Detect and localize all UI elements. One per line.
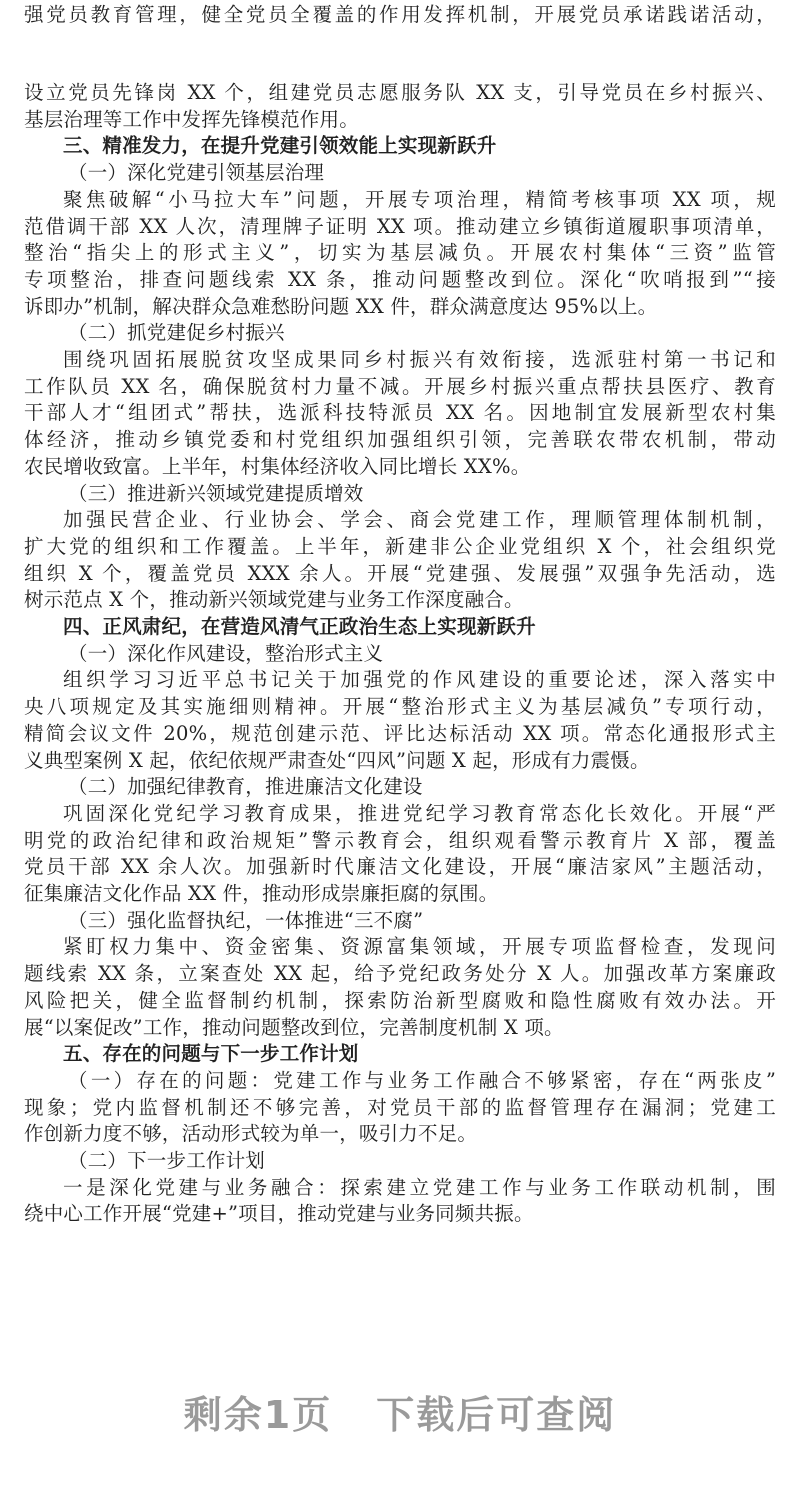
paragraph-line: 树示范点 X 个，推动新兴领域党建与业务工作深度融合。 [24,588,524,612]
section-heading: 三、精准发力，在提升党建引领效能上实现新跃升 [63,134,497,158]
paragraph-line: 明党的政治纪律和政治规矩”警示教育会，组织观看警示教育片 X 部，覆盖 [24,828,776,852]
paragraph-line: 农民增收致富。上半年，村集体经济收入同比增长 XX%。 [24,454,531,478]
subsection-heading: （一）深化作风建设，整治形式主义 [68,641,384,665]
paragraph-line: 一是深化党建与业务融合：探索建立党建工作与业务工作联动机制，围 [63,1175,776,1199]
subsection-heading: （三）推进新兴领域党建提质增效 [68,481,364,505]
paragraph-line: 组织学习习近平总书记关于加强党的作风建设的重要论述，深入落实中 [63,668,776,692]
paragraph-line: 干部人才“组团式”帮扶，选派科技特派员 XX 名。因地制宜发展新型农村集 [24,401,776,425]
section-heading: 五、存在的问题与下一步工作计划 [63,1042,359,1066]
paragraph-line: 专项整治，排查问题线索 XX 条，推动问题整改到位。深化“吹哨报到”“接 [24,267,776,291]
paragraph-line: 整治“指尖上的形式主义”，切实为基层减负。开展农村集体“三资”监管 [24,241,776,265]
subsection-heading: （二）下一步工作计划 [68,1149,266,1172]
paragraph-line: 诉即办”机制，解决群众急难愁盼问题 XX 件，群众满意度达 95%以上。 [24,294,658,318]
paragraph-line: 围绕巩固拓展脱贫攻坚成果同乡村振兴有效衔接，选派驻村第一书记和 [63,348,776,371]
paragraph-line: 紧盯权力集中、资金密集、资源富集领域，开展专项监督检查，发现问 [63,935,776,959]
subsection-heading: （一）存在的问题：党建工作与业务工作融合不够紧密，存在“两张皮” [68,1068,776,1092]
subsection-heading: （二）加强纪律教育，推进廉洁文化建设 [68,775,423,799]
paragraph-line: 央八项规定及其实施细则精神。开展“整治形式主义为基层减负”专项行动， [24,695,776,719]
paragraph-line: 精简会议文件 20%，规范创建示范、评比达标活动 XX 项。常态化通报形式主 [24,721,776,745]
download-to-view-text: 下载后可查阅 [376,1393,617,1437]
paragraph-line: 基层治理等工作中发挥先锋模范作用。 [24,107,359,131]
paragraph-line: 党员干部 XX 余人次。加强新时代廉洁文化建设，开展“廉洁家风”主题活动， [24,855,776,879]
paragraph-line: 聚焦破解“小马拉大车”问题，开展专项治理，精简考核事项 XX 项，规 [63,187,776,211]
paragraph-line: 绕中心工作开展“党建+”项目，推动党建与业务同频共振。 [24,1202,534,1226]
paragraph-line: 组织 X 个，覆盖党员 XXX 余人。开展“党建强、发展强”双强争先活动，选 [24,561,776,585]
paragraph-line: 工作队员 XX 名，确保脱贫村力量不减。开展乡村振兴重点帮扶县医疗、教育 [24,374,776,398]
paragraph-line: 作创新力度不够，活动形式较为单一，吸引力不足。 [24,1122,478,1146]
paragraph-line: 现象；党内监督机制还不够完善，对党员干部的监督管理存在漏洞；党建工 [24,1095,776,1119]
paragraph-line: 体经济，推动乡镇党委和村党组织加强组织引领，完善联农带农机制，带动 [24,428,776,452]
subsection-heading: （三）强化监督执纪，一体推进“三不腐” [68,908,424,932]
remaining-pages-banner[interactable] [0,1384,800,1439]
paragraph-line: 义典型案例 X 起，依纪依规严肃查处“四风”问题 X 起，形成有力震慑。 [24,748,650,772]
paragraph-line: 扩大党的组织和工作覆盖。上半年，新建非公企业党组织 X 个，社会组织党 [24,534,776,558]
paragraph-line: 巩固深化党纪学习教育成果，推进党纪学习教育常态化长效化。开展“严 [63,801,776,825]
paragraph-line: 展“以案促改”工作，推动问题整改到位，完善制度机制 X 项。 [24,1015,564,1039]
section-heading: 四、正风肃纪，在营造风清气正政治生态上实现新跃升 [63,615,536,638]
top-line: 强党员教育管理，健全党员全覆盖的作用发挥机制，开展党员承诺践诺活动， [24,3,776,26]
paragraph-line: 题线索 XX 条，立案查处 XX 起，给予党纪政务处分 X 人。加强改革方案廉政 [24,962,776,986]
paragraph-line: 设立党员先锋岗 XX 个，组建党员志愿服务队 XX 支，引导党员在乡村振兴、 [24,81,776,104]
subsection-heading: （二）抓党建促乡村振兴 [68,321,285,345]
remaining-pages-text: 剩余1页 [183,1393,333,1437]
paragraph-line: 范借调干部 XX 人次，清理牌子证明 XX 项。推动建立乡镇街道履职事项清单， [24,214,776,238]
paragraph-line: 风险把关，健全监督制约机制，探索防治新型腐败和隐性腐败有效办法。开 [24,988,776,1012]
subsection-heading: （一）深化党建引领基层治理 [68,161,325,185]
paragraph-line: 征集廉洁文化作品 XX 件，推动形成崇廉拒腐的氛围。 [24,882,499,905]
paragraph-line: 加强民营企业、行业协会、学会、商会党建工作，理顺管理体制机制， [63,508,776,532]
